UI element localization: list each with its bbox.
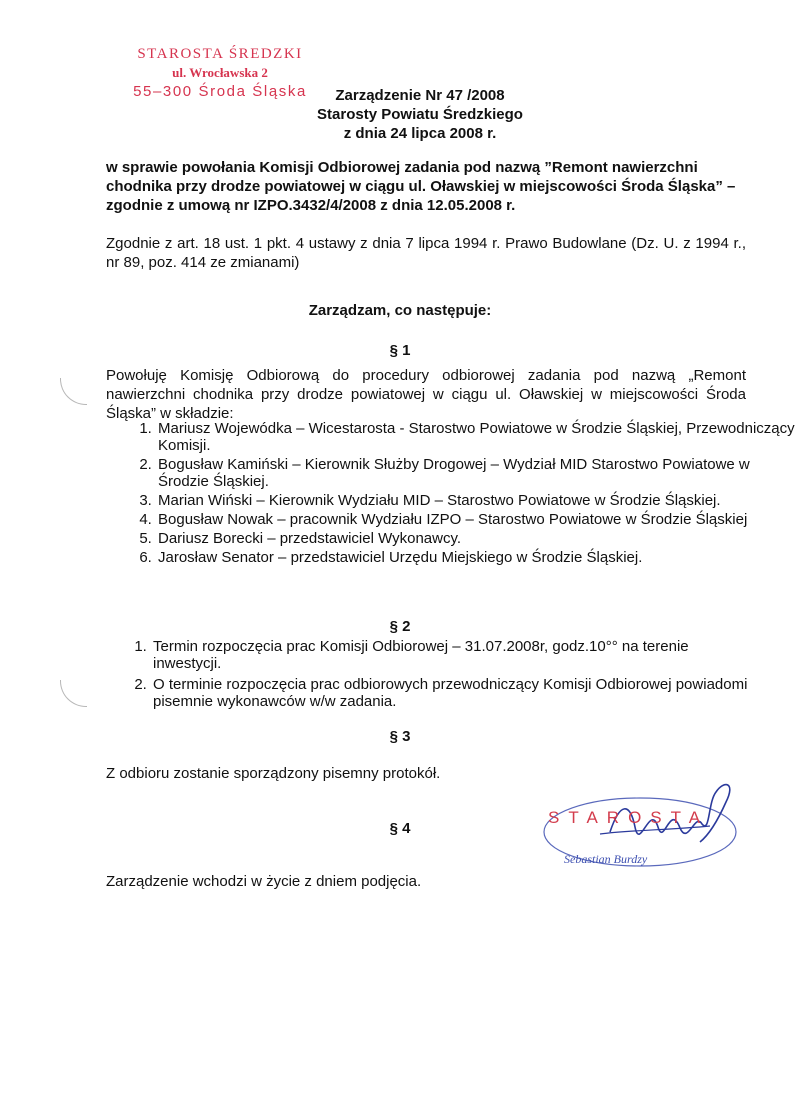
punch-hole-mark [60, 680, 87, 707]
list-item: 6. Jarosław Senator – przedstawiciel Urzędu Miejskiego w Środzie Śląskiej. [156, 549, 796, 566]
section-3-heading: § 3 [389, 728, 411, 745]
signature-stamp-name: Sebastian Burdzy [564, 852, 648, 866]
section-4-heading: § 4 [389, 820, 411, 837]
list-item: 1. Mariusz Wojewódka – Wicestarosta - Starostwo Powiatowe w Środzie Śląskiej, Przewodniczący Komisji. [156, 420, 796, 454]
section-1-intro: Powołuję Komisję Odbiorową do procedury odbiorowej zadania pod nazwą „Remont nawierzchni chodnika przy drodze powiatowej w ciągu ul. Oławskiej w miejscowości Środa Śląska” w składzie: [106, 367, 746, 422]
title-line-1: Zarządzenie Nr 47 /2008 [335, 87, 505, 104]
stamp-line-3: 55–300 Środa Śląska [133, 83, 307, 100]
document-subject: w sprawie powołania Komisji Odbiorowej zadania pod nazwą ”Remont nawierzchni chodnika przy drodze powiatowej w ciągu ul. Oławskiej w miejscowości Środa Śląska” – zgodnie z umową nr IZPO.3432/4/2008 z dnia 12.05.2008 r. [106, 159, 736, 214]
stamp-line-2: ul. Wrocławska 2 [172, 65, 268, 80]
stamp-line-1: STAROSTA ŚREDZKI [137, 46, 303, 62]
title-line-2: Starosty Powiatu Średzkiego [317, 106, 523, 123]
signature-stamp [540, 772, 760, 882]
list-item: 2. Bogusław Kamiński – Kierownik Służby Drogowej – Wydział MID Starostwo Powiatowe w Środzie Śląskiej. [156, 456, 796, 490]
list-item: 1. Termin rozpoczęcia prac Komisji Odbiorowej – 31.07.2008r, godz.10°° na terenie inwestycji. [151, 638, 751, 672]
list-item: 2. O terminie rozpoczęcia prac odbiorowych przewodniczący Komisji Odbiorowej powiadomi pisemnie wykonawców w/w zadania. [151, 676, 751, 710]
list-item: 5. Dariusz Borecki – przedstawiciel Wykonawcy. [156, 530, 796, 547]
section-2-heading: § 2 [389, 618, 411, 635]
title-line-3: z dnia 24 lipca 2008 r. [343, 125, 497, 142]
signature-stamp-label: STAROSTA [548, 808, 710, 827]
section-4-text: Zarządzenie wchodzi w życie z dniem podjęcia. [106, 873, 422, 890]
committee-members-list [106, 420, 796, 568]
list-item: 3. Marian Wiński – Kierownik Wydziału MID – Starostwo Powiatowe w Środzie Śląskiej. [156, 492, 796, 509]
document-title [280, 86, 560, 143]
punch-hole-mark [60, 378, 87, 405]
section-1-heading: § 1 [389, 342, 411, 359]
section-3-text: Z odbioru zostanie sporządzony pisemny protokół. [106, 765, 441, 782]
section-2-list [106, 638, 751, 714]
decree-heading: Zarządzam, co następuje: [308, 302, 492, 319]
legal-basis: Zgodnie z art. 18 ust. 1 pkt. 4 ustawy z dnia 7 lipca 1994 r. Prawo Budowlane (Dz. U. z 1994 r., nr 89, poz. 414 ze zmianami) [106, 235, 746, 271]
list-item: 4. Bogusław Nowak – pracownik Wydziału IZPO – Starostwo Powiatowe w Środzie Śląskiej [156, 511, 796, 528]
